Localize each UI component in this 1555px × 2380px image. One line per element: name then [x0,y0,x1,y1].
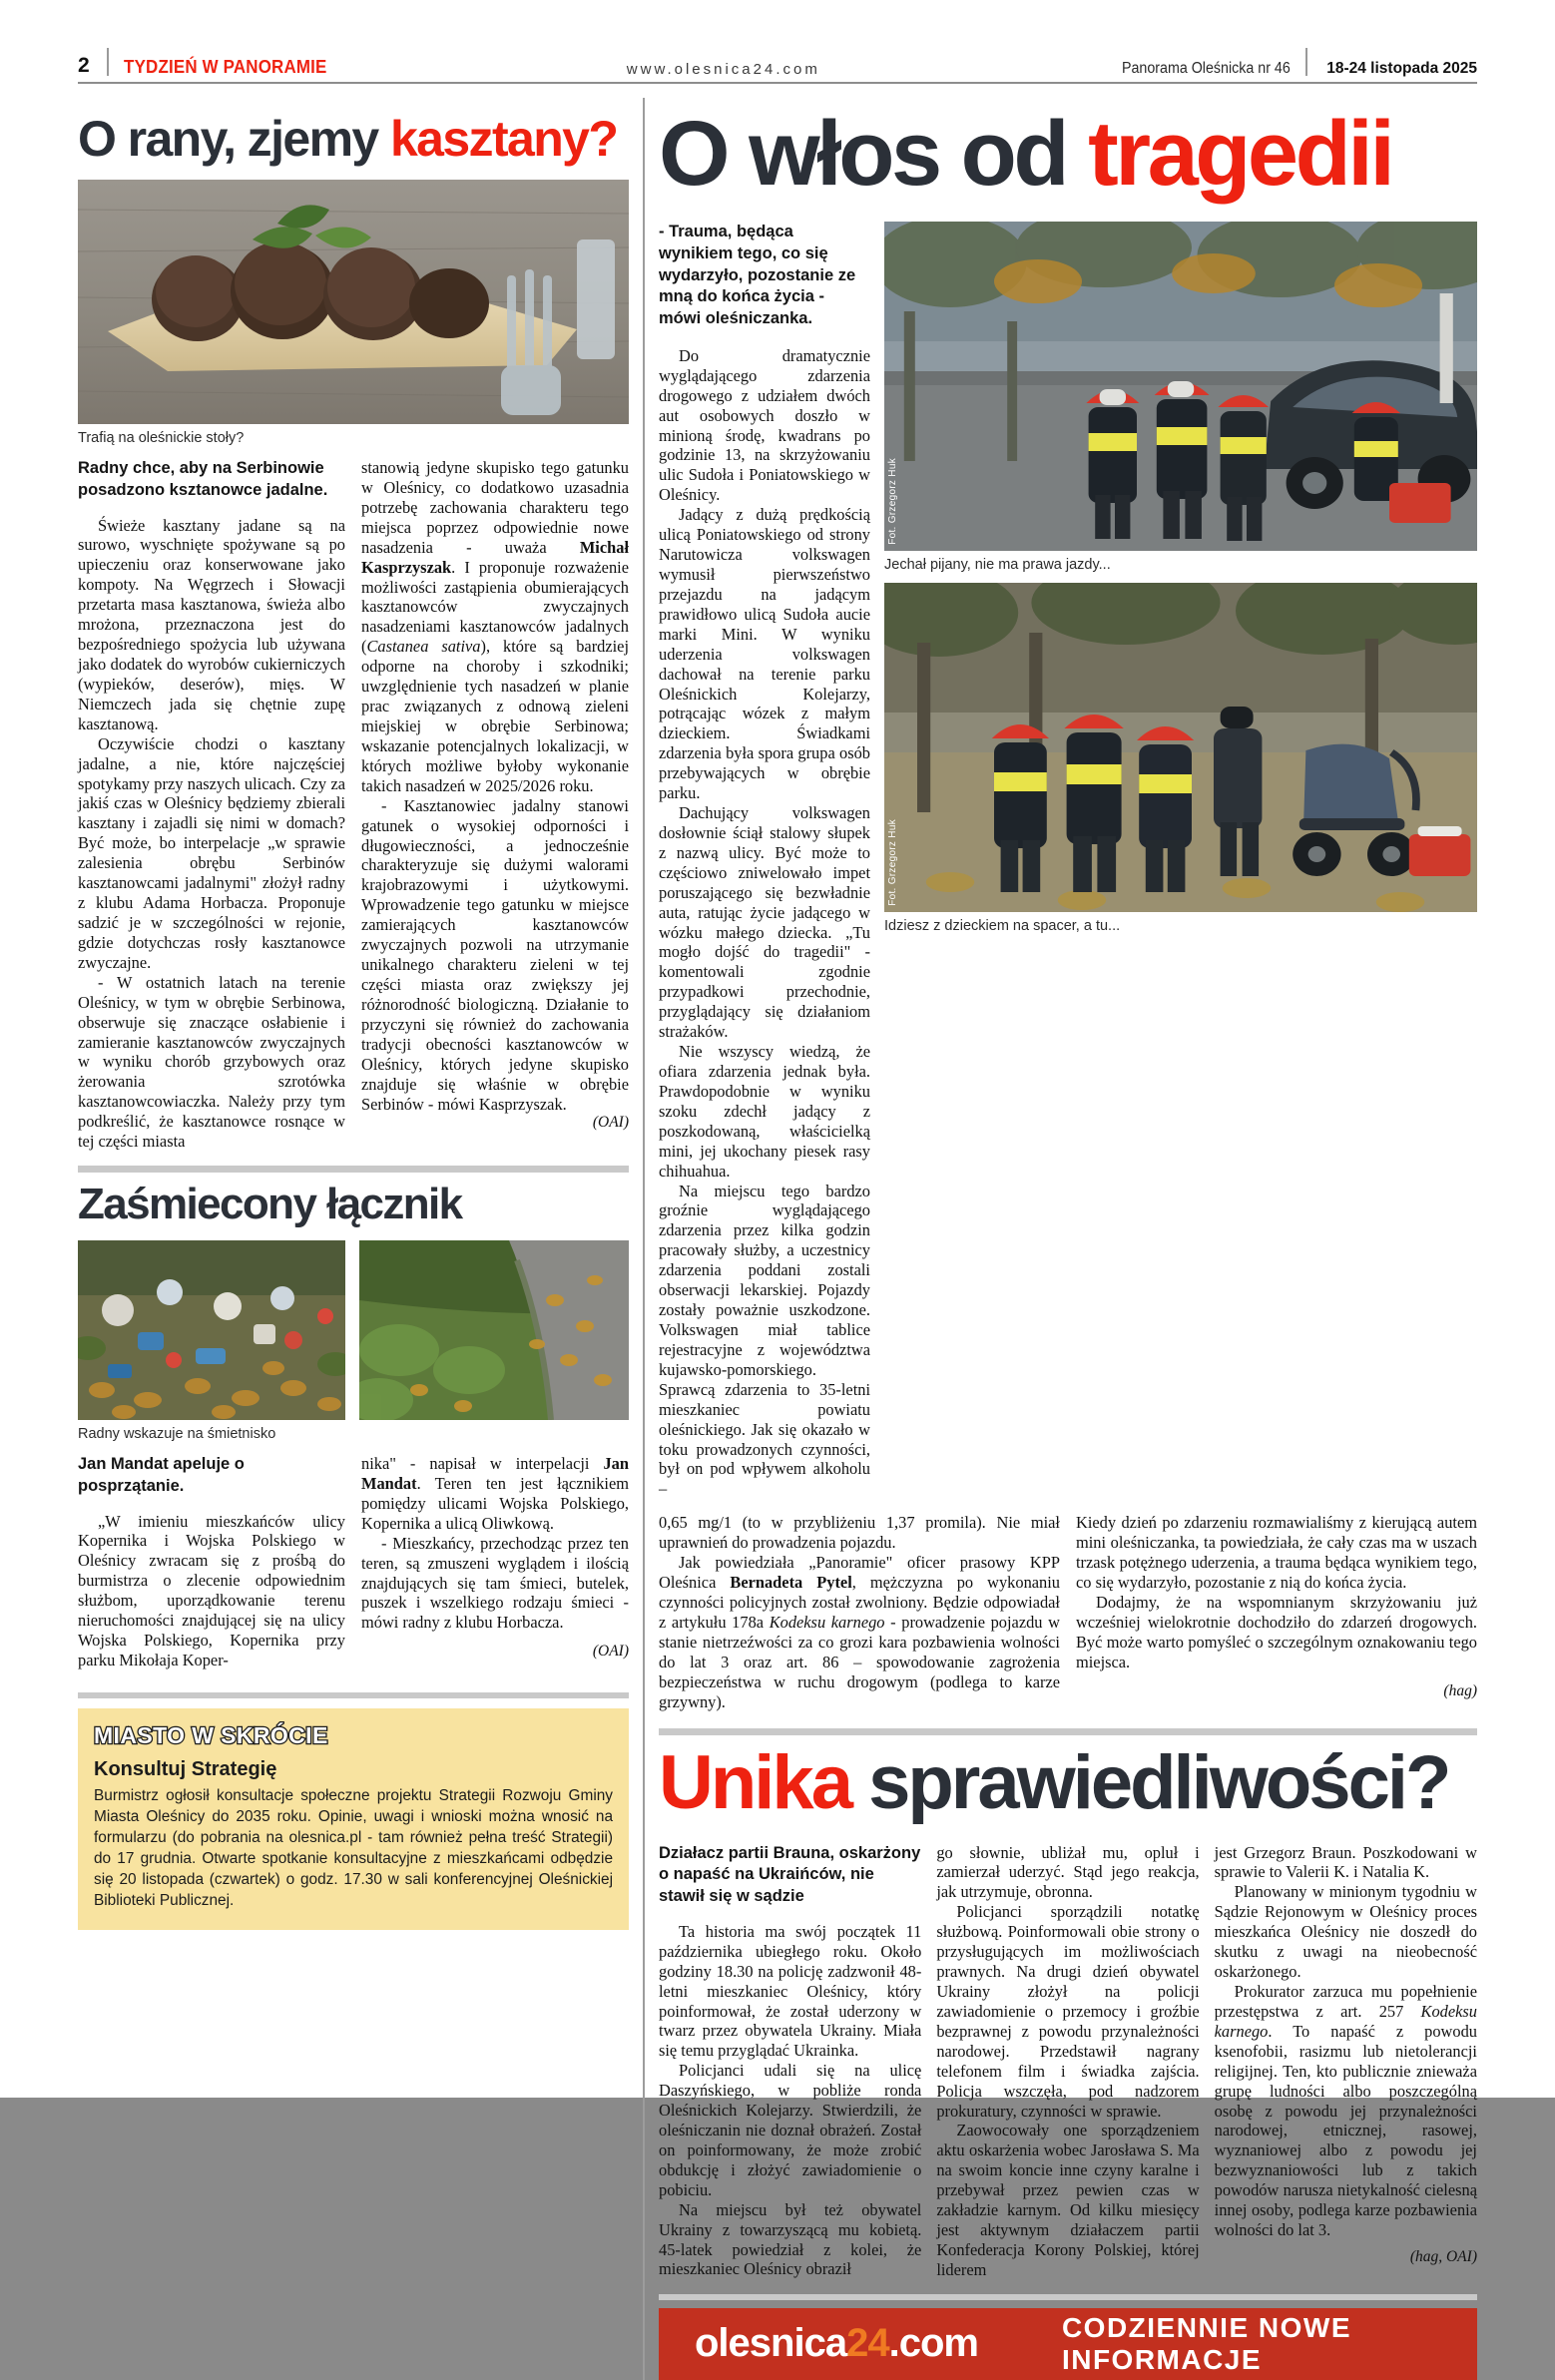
banner-tagline: CODZIENNIE NOWE INFORMACJE [1061,2311,1351,2375]
city-brief-title: MIASTO W SKRÓCIE [94,1721,328,1748]
article-signature: (hag) [1443,1681,1477,1699]
left-column-zone [78,98,629,2380]
article-justice [659,1739,1477,2280]
headline-litter: Zaśmiecony łącznik [78,1180,462,1229]
section-label: TYDZIEŃ W PANORAMIE [123,57,327,77]
section-rule [78,1692,629,1698]
body-paragraph: stanowią jedyne skupisko tego gatunku w Oleśnicy, co dodatkowo uzasadnia potrzebę zachowania charakteru tego miejsca poprzez odpowiednie nowe nasadzenia - uważa Michał Kasprzyszak. I proponuje rozważenie możliwości zastąpienia obumierających kasztanowców zwyczajnych nasadzeniami kasztanowców jadalnych (Castanea sativa), które są bardziej odporne na choroby i szkodniki; uwzględnienie tych nasadzeń w planie prac związanych z odnową zieleni miejskiej w obrębie Serbinowa; wskazanie potencjalnych lokalizacji, w których możliwe byłoby wykonanie takich nasadzeń w 2025/2026 roku. [361,458,630,795]
deck-justice: Działacz partii Brauna, oskarżony o napaść na Ukraińców, nie stawił się w sądzie [659,1843,921,1906]
website-url: www.olesnica24.com [626,61,820,78]
body-paragraph: go słownie, ubliżał mu, opluł i zamierzał uderzyć. Stąd jego reakcja, jak utrzymuje, obronna. [936,1842,1200,1902]
page-number: 2 [78,54,90,77]
section-rule [78,1166,629,1173]
body-paragraph: Policjanci udali się na ulicę Daszyńskiego, w pobliże ronda Oleśnickich Kolejarzy. Stwierdzili, że oleśniczanin nie doznał obrażeń. Został on poinformowany, że może zrobić obdukcję i złożyć zawiadomienie o pobiciu. [659,2061,922,2199]
body-paragraph: Do dramatycznie wyglądającego zdarzenia drogowego z udziałem dwóch aut osobowych doszło w minioną środę, kwadrans po godzinie 13, na skrzyżowaniu ulic Sudoła i Poniatowskiego w Oleśnicy. [659,345,870,505]
body-paragraph: Planowany w minionym tygodniu w Sądzie Rejonowym w Oleśnicy proces mieszkańca Oleśnicy nie doszedł do skutku z uwagi na nieobecność oskarżonego. [1214,1882,1477,1982]
photo-caption-crash-2: Idziesz z dzieckiem na spacer, a tu... [884,918,1121,934]
body-paragraph: - W ostatnich latach na terenie Oleśnicy, w tym w obrębie Serbinowa, obserwuje się znaczące osłabienie i zamieranie kasztanowców zwyczajnych w wyniku chorób grzybowych oraz żerowania szrotówka kasztanowcowiaczka. Należy przy tym podkreślić, że kasztanowce rosnące w tej części miasta [78,972,345,1152]
banner-rule [659,2294,1477,2300]
photo-litter-left [78,1240,345,1420]
photo-caption-chestnuts: Trafią na oleśnickie stoły? [78,430,245,446]
photo-chestnuts [78,180,629,424]
city-brief-text: Burmistrz ogłosił konsultacje społeczne projektu Strategii Rozwoju Gminy Miasta Oleśnicy do 2035 roku. Opinie, uwagi i wnioski można wnosić na formularzu (do pobrania na olesnica.pl - tam również pełna treść Strategii) do 17 grudnia. Otwarte spotkanie konsultacyjne z mieszkańcami odbędzie się 20 listopada (czwartek) o godz. 17.30 w sali konferencyjnej Oleśnickiej Biblioteki Publicznej. [94,1786,613,1909]
body-paragraph: Nie wszyscy wiedzą, że ofiara zdarzenia jednak była. Prawdopodobnie w wyniku szoku zdechł jadący z poszkodowaną, właścicielką mini, jej ukochany piesek rasy chihuahua. [659,1042,870,1181]
body-paragraph: Dodajmy, że na wspomnianym skrzyżowaniu już wcześniej wielokrotnie dochodziło do zdarzeń drogowych. Być może warto pomyśleć o szczególnym oznakowaniu tego miejsca. [1076,1592,1477,1671]
body-paragraph: 0,65 mg/1 (to w przybliżeniu 1,37 promila). Nie miał uprawnień do prowadzenia pojazdu. [659,1513,1060,1553]
body-paragraph: Kiedy dzień po zdarzeniu rozmawialiśmy z kierującą autem mini oleśniczanka, ta powiedziała, że cały czas ma w uszach trzask potężnego uderzenia, a trauma będąca wynikiem tego, co się wydarzyło, pozostanie z nią do końca życia. [1076,1513,1477,1593]
article-tragedy [659,103,1477,1712]
body-paragraph: Prokurator zarzuca mu popełnienie przestępstwa z art. 257 Kodeksu karnego. To napaść z powodu ksenofobii, rasizmu lub nietolerancji religijnej. Ten, kto publicznie znieważa grupę ludności albo poszczególną osobę z powodu jej przynależności narodowej, etnicznej, rasowej, wyznaniowej albo z powodu jej bezwyznaniowości lub z takich powodów narusza nietykalność cielesną innej osoby, podlega karze pozbawienia wolności do lat 3. [1214,1981,1477,2240]
body-paragraph: Jak powiedziała „Panoramie" oficer prasowy KPP Oleśnica Bernadeta Pytel, mężczyzna po wykonaniu czynności policyjnych został zwolniony. Będzie odpowiadał z artykułu 178a Kodeksu karnego - prowadzenie pojazdu w stanie nietrzeźwości za co grozi kara pozbawienia wolności do lat 3 oraz art. 86 – spowodowanie zagrożenia bezpieczeństwa w ruchu drogowym (podlega to karze grzywny). [659,1553,1060,1711]
photo-crash-2 [884,583,1477,912]
headline-chestnuts: O rany, zjemy kasztany? [78,111,618,167]
article-signature: (OAI) [592,1114,629,1132]
body-paragraph: Ta historia ma swój początek 11 października ubiegłego roku. Około godziny 18.30 na policję zadzwonił 48-letni mieszkaniec Oleśnicy, który poinformował, że został uderzony w twarz przez obywatela Ukrainy. Miała się temu przyglądać Ukrainka. [659,1921,922,2061]
article-signature: (OAI) [592,1643,629,1661]
article-litter [78,1180,629,1670]
body-paragraph: nika" - napisał w interpelacji Jan Mandat. Teren ten jest łącznikiem pomiędzy ulicami Wojska Polskiego, Kopernika a ulicą Oliwkową. [361,1454,629,1533]
photo-caption-litter: Radny wskazuje na śmietnisko [78,1426,276,1443]
city-brief-subtitle: Konsultuj Strategię [94,1757,277,1780]
section-rule [659,1728,1477,1735]
issue-date: 18-24 listopada 2025 [1326,60,1477,77]
body-paragraph: Na miejscu tego bardzo groźnie wyglądającego zdarzenia przez kilka godzin pracowały służby, a uczestnicy zdarzenia poddani zostali obserwacji lekarskiej. Pojazdy zostały poważnie uszkodzone. Volkswagen miał tablice rejestracyjne z województwa kujawsko-pomorskiego. Sprawcą zdarzenia to 35-letni mieszkaniec powiatu oleśnickiego. Jak się okazało w toku prowadzonych czynności, był on pod wpływem alkoholu – [659,1181,870,1499]
body-paragraph: - Kasztanowiec jadalny stanowi gatunek o wysokiej odporności i długowieczności, a jednocześnie charakteryzuje się dużymi walorami krajobrazowymi i użytkowymi. Wprowadzenie tego gatunku w miejsce zamierających kasztanowców zwyczajnych pozwoli na utrzymanie unikalnego charakteru zieleni w tej części miasta oraz zwiększy jej różnorodność biologiczną. Działanie to przyczyni się również do zachowania tradycji obecności kasztanowców w Oleśnicy, których jedyne skupisko znajduje się właśnie w obrębie Serbinów - mówi Kasprzyszak. [361,795,629,1114]
site-banner[interactable] [659,2308,1477,2380]
body-paragraph: Zaowocowały one sporządzeniem aktu oskarżenia wobec Jarosława S. Ma na swoim koncie inne czyny karalne i przebywał przez pewien czas w zakładzie karnym. Od kilku miesięcy jest aktywnym działaczem partii Konfederacja Korony Polskiej, której liderem [936,2121,1200,2279]
headline-justice: Unika sprawiedliwości? [659,1739,1449,1825]
body-paragraph: Policjanci sporządzili notatkę służbową. Poinformowali obie strony o przysługujących im możliwościach prawnych. Na drugi dzień obywatel Ukrainy złożył na policji zawiadomienie o przemocy i groźbie bezprawnej z powodu przynależności narodowej. Przedstawił nagrany telefonem film i świadka zajścia. Policja wszczęła, pod nadzorem prokuratury, czynności w sprawie. [936,1902,1200,2121]
body-paragraph: jest Grzegorz Braun. Poszkodowani w sprawie to Valerii K. i Natalia K. [1214,1842,1477,1882]
body-paragraph: Dachujący volkswagen dosłownie ściął stalowy słupek z nazwą ulicy. Być może to częściowo zniwelowało impet poruszającego się bezwładnie auta, ratując życie jadącego w wózku małego dziecka. „Tu mogło dojść do tragedii" - komentowali zgodnie przypadkowi przechodnie, przyglądający się działaniom strażaków. [659,803,870,1042]
article-signature: (hag, OAI) [1409,2247,1477,2265]
photo-litter-right [359,1240,629,1420]
body-paragraph: - Mieszkańcy, przechodząc przez ten teren, są zmuszeni wyglądem i ilością znajdujących się tam śmieci, butelek, puszek i wszelkiego rodzaju śmieci - mówi radny z klubu Horbacza. [361,1533,629,1633]
body-paragraph: Oczywiście chodzi o kasztany jadalne, a nie, które najczęściej spotykamy przy naszych ulicach. Czy za jakiś czas w Oleśnicy będziemy zbierali kasztany i zajadli się nimi w domach? Być może, bo interpelacje „w sprawie zalesienia obrębu Serbinów kasztanowcami jadalnymi" złożył radny z klubu Adama Horbacza. Proponuje sadzić je w szczególności w rejonie, gdzie dotychczas rosły kasztanowce zwyczajne. [78,733,345,972]
zone-divider [643,98,645,2380]
deck-chestnuts: Radny chce, aby na Serbinowie posadzono ksztanowce jadalne. [78,459,328,499]
banner-logo[interactable]: olesnica24.com [695,2321,978,2366]
photo-caption-crash-1: Jechał pijany, nie ma prawa jazdy... [884,557,1111,573]
right-column-zone [659,98,1477,2380]
masthead-rule [78,82,1477,84]
headline-tragedy: O włos od tragedii [659,103,1392,205]
photo-crash-1 [884,222,1477,551]
masthead [78,48,1477,84]
body-paragraph: Jadący z dużą prędkością ulicą Poniatowskiego od strony Narutowicza volkswagen wymusił pierwszeństwo przejazdu na jadącym prawidłowo ulicą Sudoła aucie marki Mini. W wyniku uderzenia volkswagen dachował na terenie parku Oleśnickich Kolejarzy, potrącając wózek z małym dzieckiem. Świadkami zdarzenia była spora grupa osób przebywających w obrębie parku. [659,505,870,803]
photo-credit: Fot. Grzegorz Huk [887,458,898,545]
city-brief-box [78,1708,629,1930]
body-paragraph: Świeże kasztany jadane są na surowo, wyschnięte spożywane są po upieczeniu oraz konserwowane jako kompoty. Na Węgrzech i Słowacji przetarta masa kasztanowa, świeża albo mrożona, przeznaczona jest do bezpośredniego spożycia lub używana jako dodatek do wyrobów cukierniczych (wypieków, deserów), mięs. W Niemczech jada się chętnie zupę kasztanową. [78,515,345,733]
article-chestnuts [78,111,630,1152]
deck-tragedy: - Trauma, będąca wynikiem tego, co się wydarzyło, pozostanie ze mną do końca życia - mówi oleśniczanka. [659,223,856,328]
body-paragraph: „W imieniu mieszkańców ulicy Kopernika i Wojska Polskiego w Oleśnicy zwracam się z prośbą do burmistrza o zlecenie odpowiednim służbom, uporządkowanie terenu nieruchomości znajdującej się na ulicy Wojska Polskiego, Kopernika przy parku Mikołaja Koper- [78,1511,345,1670]
photo-credit: Fot. Grzegorz Huk [887,819,898,906]
deck-litter: Jan Mandat apeluje o posprzątanie. [78,1455,245,1495]
body-paragraph: Na miejscu był też obywatel Ukrainy z towarzyszącą mu kobietą. 45-latek powiedział z kolei, że mieszkaniec Oleśnicy obraził [659,2199,922,2279]
paper-title: Panorama Oleśnicka nr 46 [1122,60,1292,77]
